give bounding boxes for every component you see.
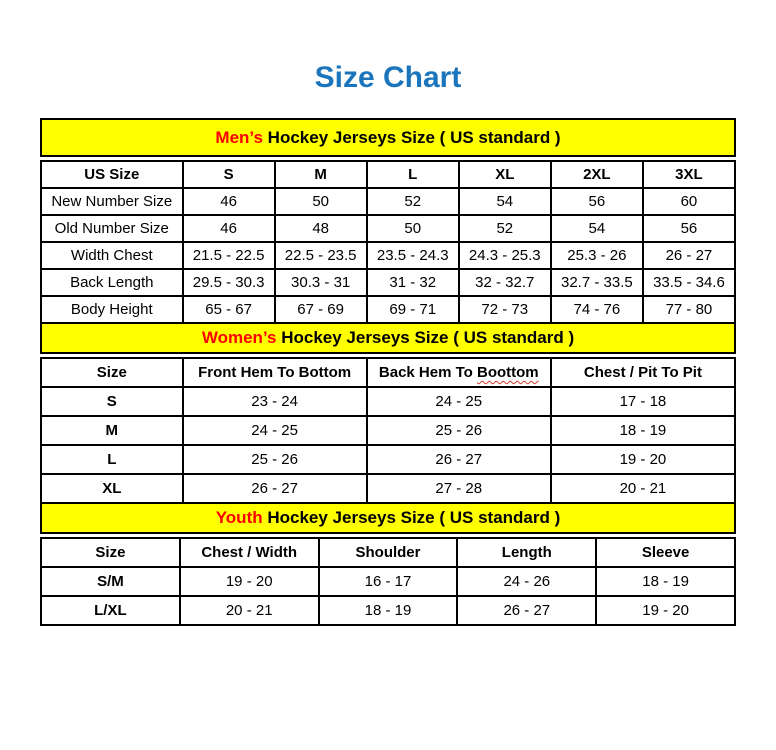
mens-section-highlight: Men’s	[215, 128, 263, 147]
value-cell: 19 - 20	[596, 596, 735, 625]
value-cell: 26 - 27	[367, 445, 551, 474]
row-label-cell: S/M	[41, 567, 180, 596]
womens-section-header	[40, 322, 736, 354]
youth-section-header	[40, 502, 736, 534]
value-cell: 26 - 27	[643, 242, 735, 269]
header-cell: US Size	[41, 161, 183, 188]
table-row	[41, 188, 735, 215]
header-cell: S	[183, 161, 275, 188]
womens-header-row	[41, 358, 735, 387]
header-cell: 2XL	[551, 161, 643, 188]
value-cell: 27 - 28	[367, 474, 551, 503]
table-row	[41, 596, 735, 625]
value-cell: 31 - 32	[367, 269, 459, 296]
table-row	[41, 387, 735, 416]
page-title: Size Chart	[314, 61, 462, 94]
header-cell: XL	[459, 161, 551, 188]
header-cell: Shoulder	[319, 538, 458, 567]
header-cell: Size	[41, 538, 180, 567]
row-label-cell: Body Height	[41, 296, 183, 323]
value-cell: 52	[367, 188, 459, 215]
womens-section-title: Hockey Jerseys Size ( US standard )	[276, 328, 575, 347]
header-cell: Chest / Pit To Pit	[551, 358, 735, 387]
value-cell: 56	[643, 215, 735, 242]
womens-section-highlight: Women’s	[201, 328, 277, 347]
value-cell: 54	[459, 188, 551, 215]
header-cell: Chest / Width	[180, 538, 319, 567]
table-row	[41, 567, 735, 596]
table-row	[41, 269, 735, 296]
value-cell: 17 - 18	[551, 387, 735, 416]
header-text: Back Hem To	[378, 364, 477, 381]
value-cell: 26 - 27	[457, 596, 596, 625]
value-cell: 18 - 19	[319, 596, 458, 625]
row-label-cell: XL	[41, 474, 183, 503]
header-cell: L	[367, 161, 459, 188]
header-cell: Length	[457, 538, 596, 567]
value-cell: 48	[275, 215, 367, 242]
value-cell: 54	[551, 215, 643, 242]
value-cell: 56	[551, 188, 643, 215]
table-row	[41, 242, 735, 269]
value-cell: 32 - 32.7	[459, 269, 551, 296]
value-cell: 23 - 24	[183, 387, 367, 416]
mens-header-row	[41, 161, 735, 188]
row-label-cell: Width Chest	[41, 242, 183, 269]
value-cell: 23.5 - 24.3	[367, 242, 459, 269]
row-label-cell: Old Number Size	[41, 215, 183, 242]
value-cell: 29.5 - 30.3	[183, 269, 275, 296]
header-cell: Size	[41, 358, 183, 387]
header-cell: M	[275, 161, 367, 188]
value-cell: 69 - 71	[367, 296, 459, 323]
youth-size-table	[40, 537, 736, 626]
value-cell: 24 - 25	[367, 387, 551, 416]
value-cell: 46	[183, 215, 275, 242]
womens-size-table	[40, 357, 736, 504]
value-cell: 16 - 17	[319, 567, 458, 596]
value-cell: 67 - 69	[275, 296, 367, 323]
value-cell: 26 - 27	[183, 474, 367, 503]
mens-section-title: Hockey Jerseys Size ( US standard )	[262, 128, 561, 147]
value-cell: 24 - 25	[183, 416, 367, 445]
value-cell: 74 - 76	[551, 296, 643, 323]
value-cell: 30.3 - 31	[275, 269, 367, 296]
value-cell: 24.3 - 25.3	[459, 242, 551, 269]
value-cell: 24 - 26	[457, 567, 596, 596]
value-cell: 25.3 - 26	[551, 242, 643, 269]
value-cell: 77 - 80	[643, 296, 735, 323]
table-row	[41, 474, 735, 503]
value-cell: 25 - 26	[367, 416, 551, 445]
row-label-cell: Back Length	[41, 269, 183, 296]
value-cell: 19 - 20	[180, 567, 319, 596]
youth-header-row	[41, 538, 735, 567]
mens-section-header	[40, 118, 736, 157]
row-label-cell: New Number Size	[41, 188, 183, 215]
youth-section-highlight: Youth	[215, 508, 263, 527]
value-cell: 20 - 21	[551, 474, 735, 503]
value-cell: 19 - 20	[551, 445, 735, 474]
youth-section-title: Hockey Jerseys Size ( US standard )	[262, 508, 561, 527]
row-label-cell: L	[41, 445, 183, 474]
header-cell: Sleeve	[596, 538, 735, 567]
misspelled-word: Boottom	[476, 364, 539, 381]
value-cell: 33.5 - 34.6	[643, 269, 735, 296]
size-chart	[40, 118, 736, 626]
value-cell: 25 - 26	[183, 445, 367, 474]
header-cell: Front Hem To Bottom	[183, 358, 367, 387]
value-cell: 60	[643, 188, 735, 215]
header-cell: 3XL	[643, 161, 735, 188]
value-cell: 46	[183, 188, 275, 215]
value-cell: 32.7 - 33.5	[551, 269, 643, 296]
value-cell: 18 - 19	[596, 567, 735, 596]
table-row	[41, 445, 735, 474]
value-cell: 50	[275, 188, 367, 215]
value-cell: 72 - 73	[459, 296, 551, 323]
table-row	[41, 215, 735, 242]
value-cell: 22.5 - 23.5	[275, 242, 367, 269]
value-cell: 21.5 - 22.5	[183, 242, 275, 269]
value-cell: 52	[459, 215, 551, 242]
value-cell: 50	[367, 215, 459, 242]
row-label-cell: M	[41, 416, 183, 445]
table-row	[41, 296, 735, 323]
value-cell: 65 - 67	[183, 296, 275, 323]
table-row	[41, 416, 735, 445]
value-cell: 18 - 19	[551, 416, 735, 445]
row-label-cell: L/XL	[41, 596, 180, 625]
header-cell	[367, 358, 551, 387]
mens-size-table	[40, 160, 736, 324]
row-label-cell: S	[41, 387, 183, 416]
value-cell: 20 - 21	[180, 596, 319, 625]
